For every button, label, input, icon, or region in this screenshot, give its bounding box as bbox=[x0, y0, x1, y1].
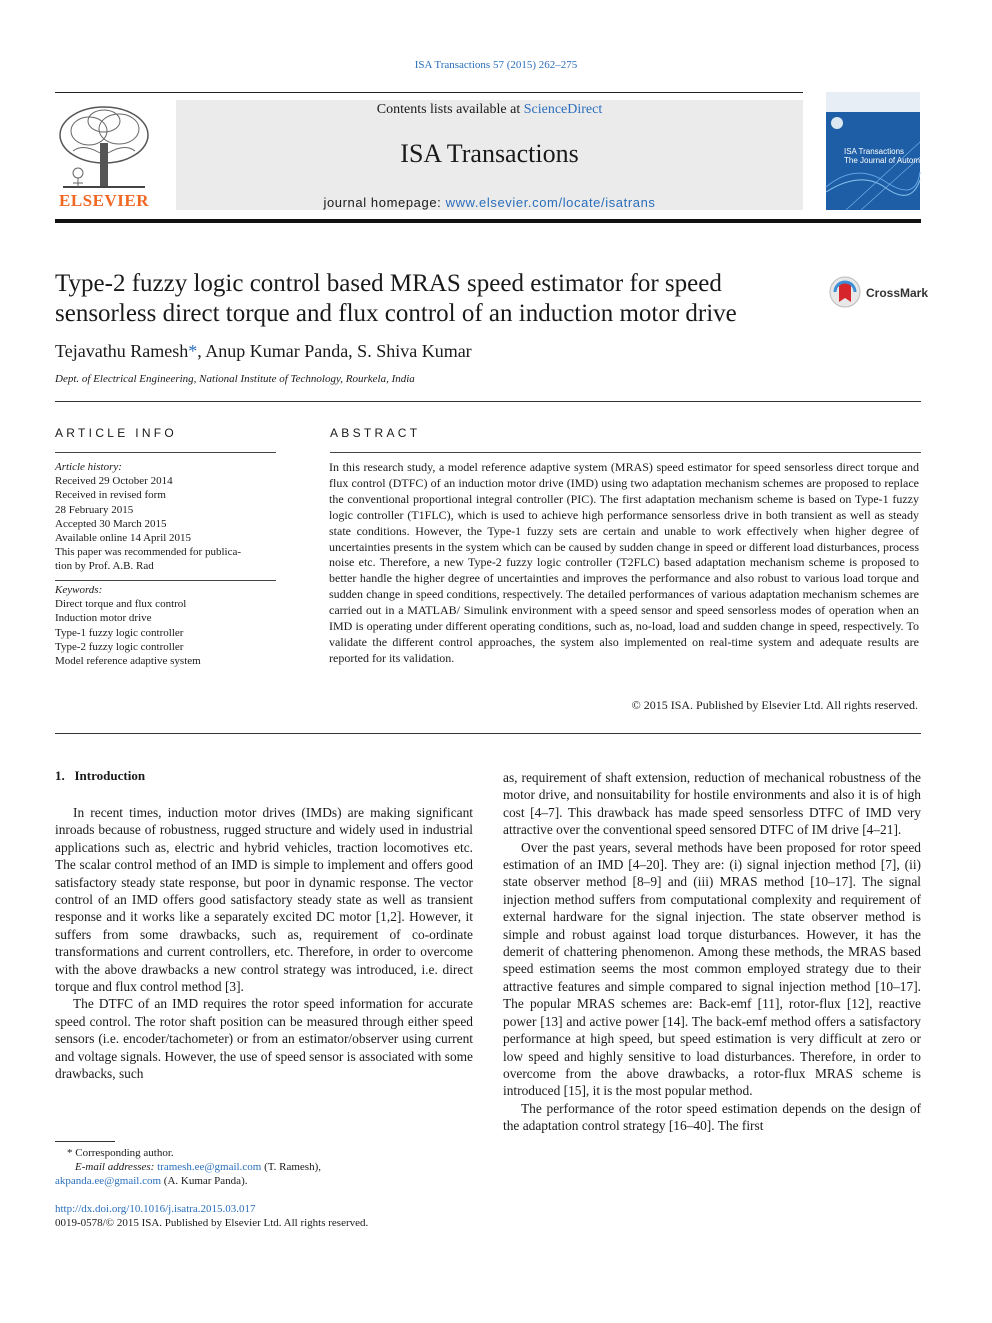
abstract-rule bbox=[330, 452, 921, 453]
article-title: Type-2 fuzzy logic control based MRAS speed estimator for speed sensorless direct torque and flux control of an induction motor drive bbox=[55, 270, 737, 327]
keyword-item: Direct torque and flux control bbox=[55, 598, 187, 611]
elsevier-wordmark: ELSEVIER bbox=[59, 191, 149, 210]
introduction-heading: 1. Introduction bbox=[55, 768, 146, 783]
article-info-heading: ARTICLE INFO bbox=[55, 426, 178, 440]
email-link[interactable]: tramesh.ee@gmail.com bbox=[157, 1161, 262, 1173]
homepage-link[interactable]: www.elsevier.com/locate/isatrans bbox=[445, 195, 656, 210]
contents-line bbox=[176, 102, 803, 118]
history-item: Accepted 30 March 2015 bbox=[55, 517, 167, 530]
co-authors[interactable]: , Anup Kumar Panda, S. Shiva Kumar bbox=[197, 341, 472, 361]
keywords-label: Keywords: bbox=[55, 584, 103, 596]
journal-cover-image[interactable] bbox=[826, 92, 938, 210]
cover-title: ISA Transactions The Journal of Automation bbox=[844, 147, 938, 165]
doi-link[interactable]: http://dx.doi.org/10.1016/j.isatra.2015.03.017 bbox=[55, 1203, 256, 1215]
affiliation: Dept. of Electrical Engineering, National Institute of Technology, Rourkela, India bbox=[55, 373, 415, 385]
keyword-item: Type-2 fuzzy logic controller bbox=[55, 640, 184, 653]
header-thick-rule bbox=[55, 219, 921, 223]
body-column-right bbox=[503, 769, 921, 1135]
history-item: This paper was recommended for publica- bbox=[55, 546, 242, 559]
history-item: Received in revised form bbox=[55, 489, 166, 502]
journal-title: ISA Transactions bbox=[400, 139, 579, 168]
email-link[interactable]: akpanda.ee@gmail.com bbox=[55, 1175, 162, 1187]
homepage-prefix: journal homepage: bbox=[323, 195, 446, 210]
crossmark-icon[interactable] bbox=[829, 276, 861, 308]
paragraph: In recent times, induction motor drives (IMDs) are making significant inroads because of robustness, rugged structure and widely used in industrial applications such as, electric and hybrid vehicles, traction locomotives etc. The scalar control method of an IMD is simple to implement and offers good satisfactory steady state response, but poor in dynamic response. The vector control of an IMD offers good satisfactory steady state as well as transient response and it works like a separately excited DC motor [1,2]. However, it suffers from some drawbacks, such as, requirement of co-ordinate transformations and current controllers, etc. Therefore, in order to overcome with the above drawbacks a new control strategy was introduced, i.e. direct torque and flux control method [3]. bbox=[55, 805, 473, 995]
author-name[interactable]: Tejavathu Ramesh bbox=[55, 341, 189, 361]
keyword-item: Induction motor drive bbox=[55, 612, 152, 625]
paragraph: Over the past years, several methods have been proposed for rotor speed estimation of an IMD [4–20]. They are: (i) signal injection method [7], (ii) state observer method [8–9] and (iii) MRAS method [10–17]. The signal injection method suffers from computational complexity and requirement of external hardware for the signal injection. The state observer method is simple and robust against load torque disturbances. However, it has the demerit of chattering phenomenon. Among these methods, the MRAS based speed estimation seems the most common employed strategy due to their attractive features and simple compared to signal injection method [10–17]. The popular MRAS schemes are: Back-emf [11], rotor-flux [12], reactive power [13] and active power [14]. The back-emf method offers a satisfactory performance at high speed, but speed estimation is very difficult at zero or low speed and highly sensitive to load disturbances. Therefore, in order to overcome from the above drawbacks, a rotor-flux MRAS scheme is introduced [15], it is the most popular method. bbox=[503, 839, 921, 1099]
keywords bbox=[55, 583, 280, 668]
history-label: Article history: bbox=[55, 461, 122, 473]
crossmark-label[interactable]: CrossMark bbox=[866, 286, 929, 300]
email-owner: (T. Ramesh), bbox=[261, 1161, 321, 1173]
history-item: Available online 14 April 2015 bbox=[55, 532, 192, 545]
journal-reference[interactable]: ISA Transactions 57 (2015) 262–275 bbox=[414, 59, 578, 71]
footnote bbox=[55, 1146, 475, 1188]
corresponding-author-note: * Corresponding author. bbox=[67, 1147, 174, 1159]
history-item: 28 February 2015 bbox=[55, 503, 134, 516]
history-item: Received 29 October 2014 bbox=[55, 475, 173, 488]
history-item: tion by Prof. A.B. Rad bbox=[55, 560, 154, 573]
issn-copyright: 0019-0578/© 2015 ISA. Published by Elsevier Ltd. All rights reserved. bbox=[55, 1217, 369, 1229]
paragraph: The DTFC of an IMD requires the rotor speed information for accurate speed control. The rotor shaft position can be measured through either speed sensors (i.e. encoder/tachometer) or from an estimator/observer using current and voltage signals. However, the use of speed sensor is associated with some drawbacks, such bbox=[55, 996, 473, 1082]
footnote-rule bbox=[55, 1141, 115, 1142]
journal-homepage bbox=[176, 195, 803, 210]
article-info-rule bbox=[55, 452, 276, 453]
abstract-copyright: © 2015 ISA. Published by Elsevier Ltd. All rights reserved. bbox=[631, 698, 918, 712]
paragraph: as, requirement of shaft extension, reduction of mechanical robustness of the motor drive, and nonsuitability for hostile environments and also it is of high cost [4–7]. This drawback has made speed sensorless DTFC of IMD very attractive over the conventional speed sensored DTFC of IM drive [4–21]. bbox=[503, 770, 921, 838]
authors bbox=[55, 341, 472, 362]
title-rule bbox=[55, 401, 921, 402]
article-history bbox=[55, 460, 280, 574]
body-column-left bbox=[55, 804, 473, 1083]
sciencedirect-link[interactable]: ScienceDirect bbox=[523, 102, 603, 117]
abstract-text: In this research study, a model reference adaptive system (MRAS) speed estimator for speed sensorless direct torque and flux control (DTFC) of an induction motor drive (IMD) using two adaptation mechanism schemes are proposed to replace the conventional proportional integral controller (PIC). The first adaptation mechanism scheme is based on Type-1 fuzzy logic controller (T1FLC), which is used to achieve high performance sensorless drive in both transient as well as steady state conditions. However, the Type-1 fuzzy sets are certain and unable to work effectively when higher degree of uncertainties presents in the system which can be caused by sudden change in speed or different load disturbances, process noise etc. Therefore, a new Type-2 fuzzy logic controller (T2FLC) based adaptation mechanism scheme is proposed to better handle the higher degree of uncertainties and improves the performance and also robust to various load torque and sudden change in speed conditions, respectively. The detailed performances of various adaptation mechanism schemes are carried out in a MATLAB/ Simulink environment with a speed sensor and speed sensorless modes of operation when an IMD is operating under different operating conditions, such as, no-load, load and sudden change in speed, respectively. To validate the different control approaches, the system also implemented on real-time system and adequate results are reported for its validation. bbox=[329, 460, 919, 665]
corresponding-author-mark[interactable]: * bbox=[188, 341, 198, 361]
abstract-heading: ABSTRACT bbox=[330, 426, 421, 440]
header-rule bbox=[55, 92, 803, 93]
abstract-bottom-rule bbox=[55, 733, 921, 734]
paragraph: The performance of the rotor speed estimation depends on the design of the adaptation control strategy [16–40]. The first bbox=[503, 1100, 921, 1134]
email-label: E-mail addresses: bbox=[75, 1161, 158, 1173]
contents-prefix: Contents lists available at bbox=[376, 102, 524, 117]
keyword-item: Model reference adaptive system bbox=[55, 655, 201, 668]
keyword-item: Type-1 fuzzy logic controller bbox=[55, 626, 184, 639]
email-owner: (A. Kumar Panda). bbox=[161, 1175, 248, 1187]
keywords-rule bbox=[55, 580, 276, 581]
